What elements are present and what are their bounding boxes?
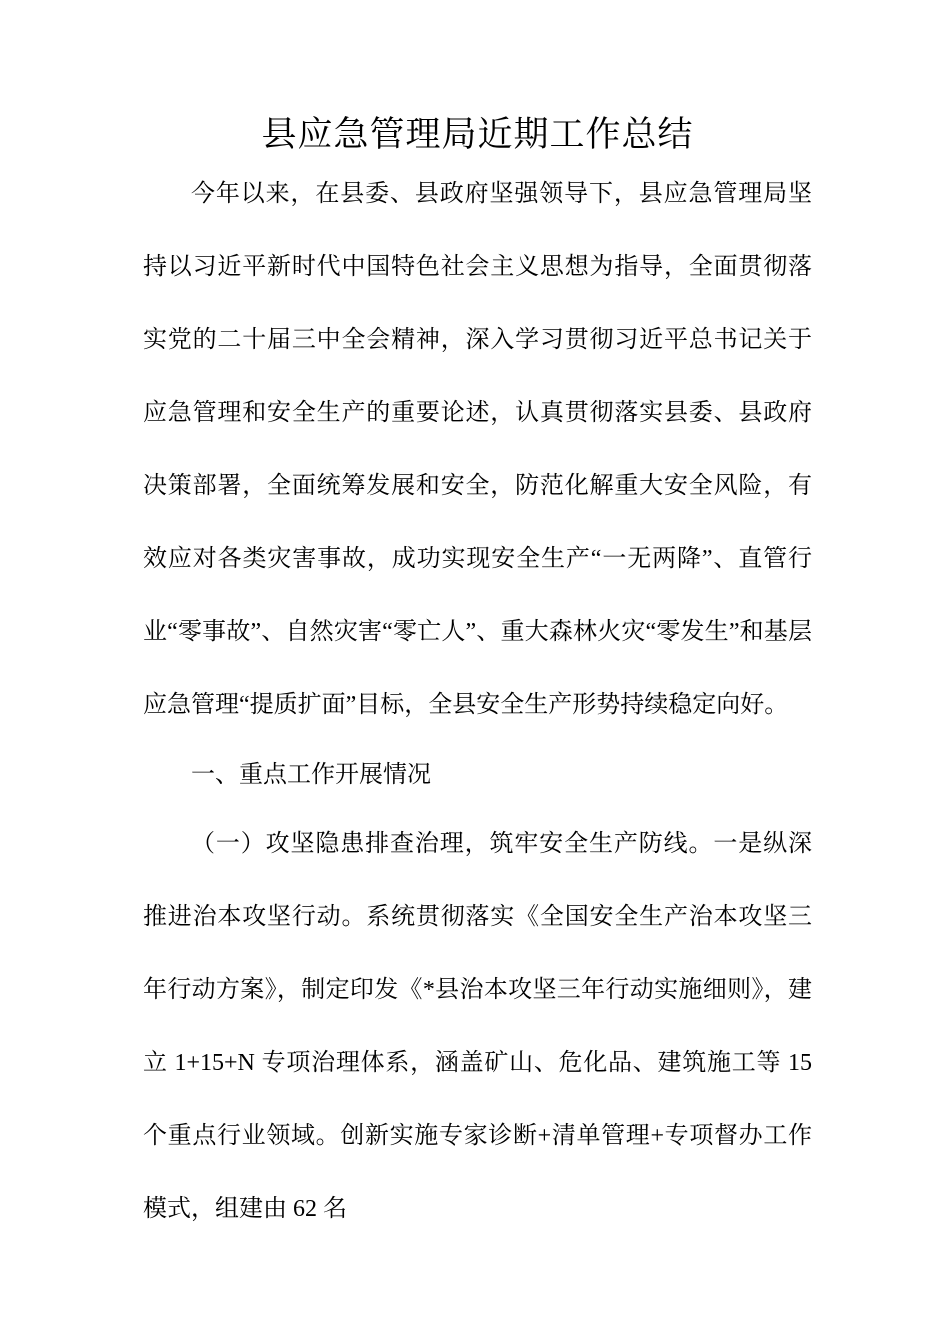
paragraph-intro: 今年以来，在县委、县政府坚强领导下，县应急管理局坚持以习近平新时代中国特色社会主义思想为指导，全面贯彻落实党的二十届三中全会精神，深入学习贯彻习近平总书记关于应急管理和安全生产的重要论述，认真贯彻落实县委、县政府决策部署，全面统筹发展和安全，防范化解重大安全风险，有效应对各类灾害事故，成功实现安全生产“一无两降”、直管行业“零事故”、自然灾害“零亡人”、重大森林火灾“零发生”和基层应急管理“提质扩面”目标，全县安全生产形势持续稳定向好。 xyxy=(143,181,812,718)
section-heading-key-work: 一、重点工作开展情况 xyxy=(191,762,431,788)
paragraph-section-one: （一）攻坚隐患排查治理，筑牢安全生产防线。一是纵深推进治本攻坚行动。系统贯彻落实《全国安全生产治本攻坚三年行动方案》，制定印发《*县治本攻坚三年行动实施细则》，建立 1+15+N 专项治理体系，涵盖矿山、危化品、建筑施工等 15 个重点行业领域。创新实施专家诊断+清单管理+专项督办工作模式，组建由 62 名 xyxy=(143,831,812,1222)
document-title: 县应急管理局近期工作总结 xyxy=(261,115,694,154)
